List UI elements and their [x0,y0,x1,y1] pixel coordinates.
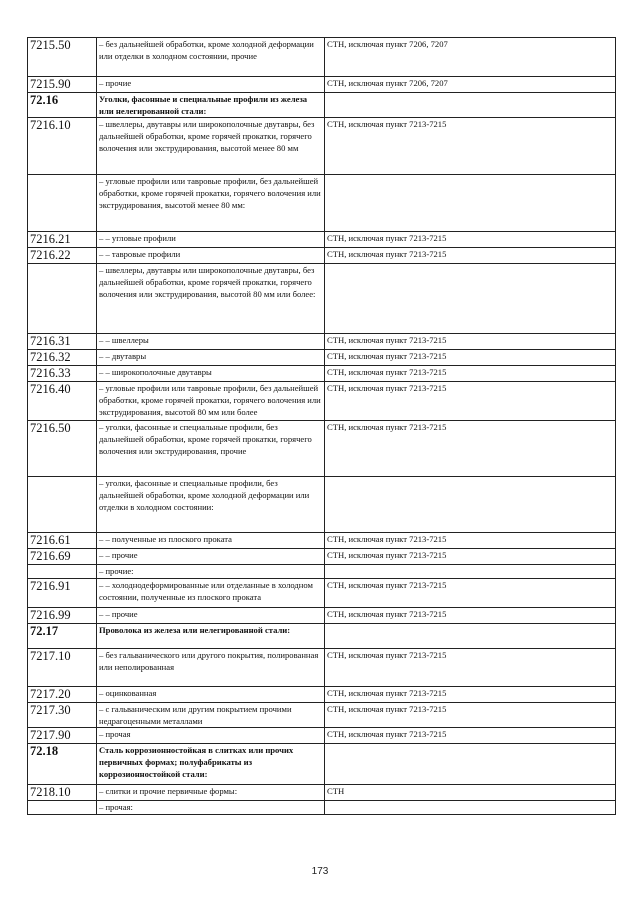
table-row [28,77,616,93]
row-requirement: СТН, исключая пункт 7213-7215 [325,579,616,608]
row-requirement: СТН, исключая пункт 7213-7215 [325,549,616,565]
row-code [28,264,97,334]
row-requirement: СТН, исключая пункт 7206, 7207 [325,38,616,77]
row-description: Сталь коррозионностойкая в слитках или прочих первичных формах; полуфабрикаты из коррозионностойкой стали: [97,744,325,785]
row-requirement [325,565,616,579]
row-description: Проволока из железа или нелегированной стали: [97,624,325,649]
row-description: Уголки, фасонные и специальные профили из железа или нелегированной стали: [97,93,325,118]
table-row [28,728,616,744]
page-number: 173 [311,866,329,877]
row-requirement: СТН, исключая пункт 7213-7215 [325,334,616,350]
row-description: – швеллеры, двутавры или широкополочные двутавры, без дальнейшей обработки, кроме горячей прокатки, горячего волочения или экструдирования, высотой 80 мм или более: [97,264,325,334]
table-row [28,232,616,248]
row-description: – – широкополочные двутавры [97,366,325,382]
row-requirement: СТН, исключая пункт 7213-7215 [325,248,616,264]
row-code: 7217.20 [28,687,97,703]
row-description: – прочие: [97,565,325,579]
table-row [28,175,616,232]
table-row [28,649,616,687]
row-description: – без гальванического или другого покрытия, полированная или неполированная [97,649,325,687]
row-description: – – двутавры [97,350,325,366]
row-description: – – тавровые профили [97,248,325,264]
row-code: 72.17 [28,624,97,649]
row-requirement [325,264,616,334]
row-code: 7216.10 [28,118,97,175]
row-description: – угловые профили или тавровые профили, без дальнейшей обработки, кроме горячей прокатки, горячего волочения или экструдирования, высотой менее 80 мм: [97,175,325,232]
row-description: – без дальнейшей обработки, кроме холодной деформации или отделки в холодном состоянии, прочие [97,38,325,77]
tariff-table-body [28,38,616,815]
row-requirement: СТН, исключая пункт 7213-7215 [325,608,616,624]
row-code: 7216.61 [28,533,97,549]
row-description: – с гальваническим или другим покрытием прочими недрагоценными металлами [97,703,325,728]
row-code: 7216.69 [28,549,97,565]
row-requirement: СТН, исключая пункт 7213-7215 [325,366,616,382]
row-description: – прочие [97,77,325,93]
row-description: – уголки, фасонные и специальные профили, без дальнейшей обработки, кроме холодной деформации или отделки в холодном состоянии: [97,477,325,533]
row-code [28,477,97,533]
table-row [28,549,616,565]
table-row [28,93,616,118]
row-requirement: СТН, исключая пункт 7213-7215 [325,421,616,477]
row-description: – – холоднодеформированные или отделанные в холодном состоянии, полученные из плоского проката [97,579,325,608]
row-description: – угловые профили или тавровые профили, без дальнейшей обработки, кроме горячей прокатки, горячего волочения или экструдирования, высотой 80 мм или более [97,382,325,421]
row-requirement: СТН, исключая пункт 7213-7215 [325,728,616,744]
row-code: 72.16 [28,93,97,118]
table-row [28,703,616,728]
table-row [28,118,616,175]
row-requirement [325,801,616,815]
table-row [28,565,616,579]
row-code: 7216.40 [28,382,97,421]
row-code [28,175,97,232]
table-row [28,350,616,366]
table-row [28,366,616,382]
row-description: – оцинкованная [97,687,325,703]
row-requirement [325,477,616,533]
table-row [28,334,616,350]
row-code: 7216.21 [28,232,97,248]
row-requirement: СТН, исключая пункт 7213-7215 [325,382,616,421]
row-description: – – полученные из плоского проката [97,533,325,549]
row-requirement: СТН, исключая пункт 7213-7215 [325,118,616,175]
row-requirement: СТН, исключая пункт 7213-7215 [325,232,616,248]
table-row [28,421,616,477]
row-description: – – швеллеры [97,334,325,350]
row-code: 7215.50 [28,38,97,77]
row-description: – швеллеры, двутавры или широкополочные двутавры, без дальнейшей обработки, кроме горячей прокатки, горячего волочения или экструдирования, высотой менее 80 мм [97,118,325,175]
table-row [28,744,616,785]
row-code [28,801,97,815]
row-requirement: СТН, исключая пункт 7213-7215 [325,350,616,366]
table-row [28,248,616,264]
row-code: 72.18 [28,744,97,785]
row-description: – прочая: [97,801,325,815]
table-row [28,687,616,703]
table-row [28,624,616,649]
row-requirement [325,624,616,649]
row-requirement: СТН, исключая пункт 7213-7215 [325,533,616,549]
row-code: 7216.99 [28,608,97,624]
row-code: 7216.91 [28,579,97,608]
row-code [28,565,97,579]
row-requirement: СТН, исключая пункт 7213-7215 [325,703,616,728]
row-code: 7216.31 [28,334,97,350]
row-requirement: СТН [325,785,616,801]
row-requirement [325,744,616,785]
row-code: 7216.50 [28,421,97,477]
row-description: – – прочие [97,608,325,624]
table-row [28,533,616,549]
table-row [28,382,616,421]
table-row [28,579,616,608]
row-description: – – прочие [97,549,325,565]
table-row [28,477,616,533]
tariff-table [27,37,616,815]
row-requirement [325,93,616,118]
row-requirement: СТН, исключая пункт 7213-7215 [325,687,616,703]
row-description: – – угловые профили [97,232,325,248]
row-description: – прочая [97,728,325,744]
row-code: 7217.30 [28,703,97,728]
row-code: 7215.90 [28,77,97,93]
table-row [28,264,616,334]
row-code: 7217.10 [28,649,97,687]
row-code: 7217.90 [28,728,97,744]
table-row [28,785,616,801]
table-row [28,38,616,77]
row-code: 7216.32 [28,350,97,366]
row-description: – уголки, фасонные и специальные профили, без дальнейшей обработки, кроме горячей прокатки, горячего волочения или экструдирования, прочие [97,421,325,477]
row-description: – слитки и прочие первичные формы: [97,785,325,801]
table-row [28,608,616,624]
row-code: 7216.22 [28,248,97,264]
row-requirement [325,175,616,232]
row-requirement: СТН, исключая пункт 7213-7215 [325,649,616,687]
row-code: 7218.10 [28,785,97,801]
row-code: 7216.33 [28,366,97,382]
row-requirement: СТН, исключая пункт 7206, 7207 [325,77,616,93]
table-row [28,801,616,815]
